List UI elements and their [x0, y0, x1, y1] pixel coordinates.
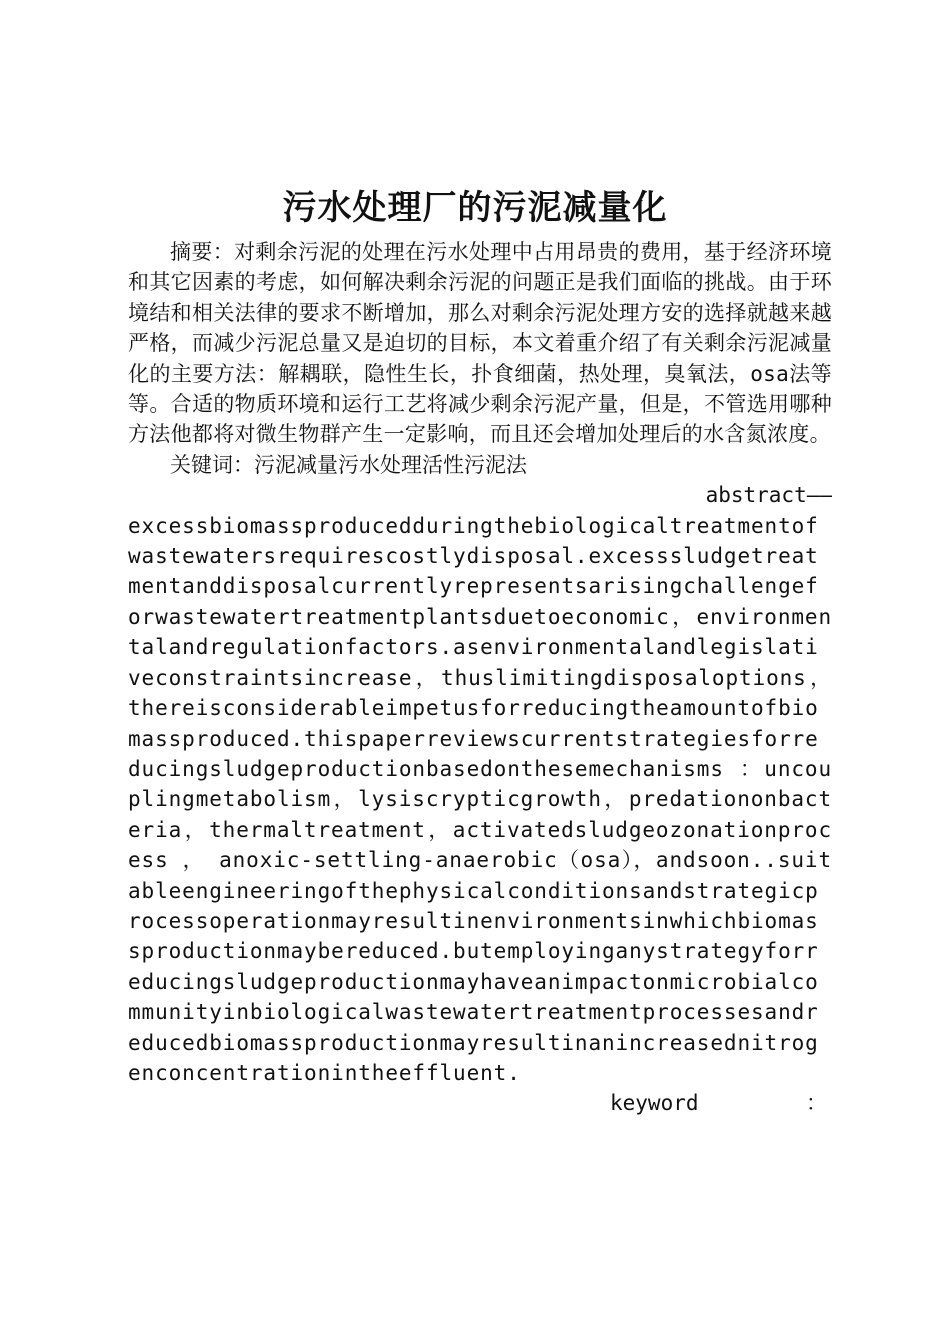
abstract-english-heading: abstract——	[705, 483, 832, 508]
document-title: 污水处理厂的污泥减量化	[282, 188, 668, 228]
keywords-english-colon: ：	[806, 1091, 827, 1116]
abstract-english-text: excessbiomassproducedduringthebiologicaltreatmentofwastewatersrequirescostlydisposal.excesssludgetreatmentanddisposalcurrentlyrepresentsarisingchallengeforwastewatertreatmentplantsduetoeconomic，environmentalandregulationfactors.asenvironmentalandlegislativeconstraintsincrease，thuslimitingdisposaloptions，thereisconsiderableimpetusforreducingtheamountofbiomassproduced.thispaperreviewscurrentstrategiesforreducingsludgeproductionbasedonthesemechanisms ：uncouplingmetabolism，lysiscrypticgrowth，predationonbacteria，thermaltreatment，activatedsludgeozonationprocess ， anoxic-settling-anaerobic（osa），andsoon..suitableengineeringofthephysicalconditionsandstrategicprocessoperationmayresultinenvironmentsinwhichbiomassproductionmaybereduced.butemployinganystrategyforreducingsludgeproductionmayhaveanimpactonmicrobialcommunityinbiologicalwastewatertreatmentprocessesandreducedbiomassproductionmayresultinanincreasednitrogenconcentrationintheeffluent.	[128, 513, 832, 1085]
document-body	[128, 237, 832, 1118]
abstract-chinese: 摘要：对剩余污泥的处理在污水处理中占用昂贵的费用，基于经济环境和其它因素的考虑，如何解决剩余污泥的问题正是我们面临的挑战。由于环境结和相关法律的要求不断增加，那么对剩余污泥处理方安的选择就越来越严格，而减少污泥总量又是迫切的目标，本文着重介绍了有关剩余污泥减量化的主要方法：解耦联，隐性生长，扑食细菌，热处理，臭氧法，osa法等等。合适的物质环境和运行工艺将减少剩余污泥产量，但是，不管选用哪种方法他都将对微生物群产生一定影响，而且还会增加处理后的水含氮浓度。	[128, 240, 832, 447]
keywords-chinese: 关键词：污泥减量污水处理活性污泥法	[170, 452, 527, 477]
keywords-english-label: keyword	[610, 1091, 699, 1116]
abstract-english	[128, 480, 832, 1088]
keywords-english	[128, 1088, 832, 1118]
